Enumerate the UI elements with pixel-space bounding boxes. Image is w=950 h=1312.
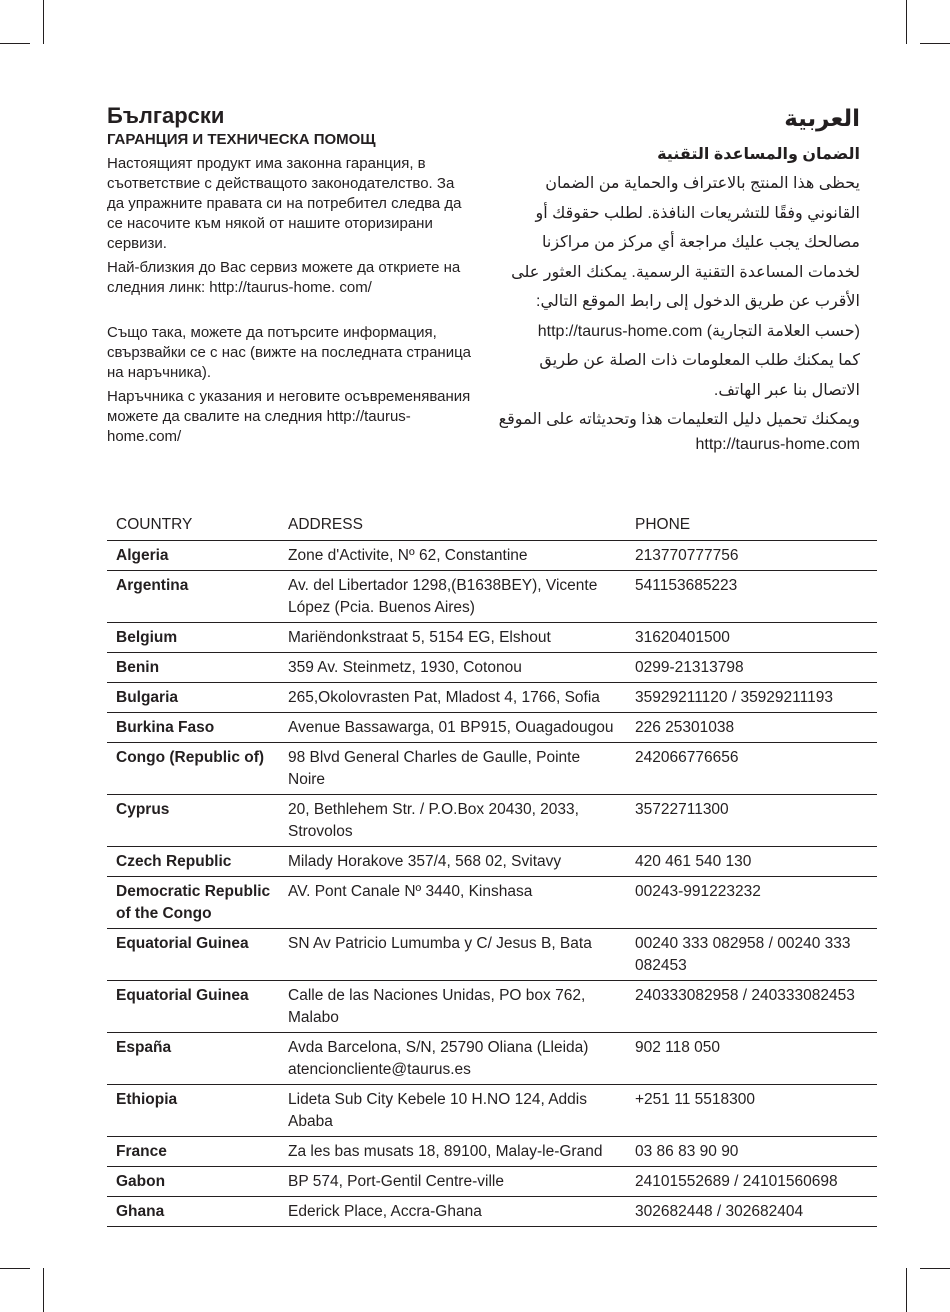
address-cell: Milady Horakove 357/4, 568 02, Svitavy (279, 847, 626, 877)
phone-cell: 24101552689 / 24101560698 (626, 1167, 877, 1197)
address-cell: AV. Pont Canale Nº 3440, Kinshasa (279, 877, 626, 929)
bulgarian-paragraph: Също така, можете да потърсите информация, свързвайки се с нас (вижте на последната страница на наръчника). (107, 324, 472, 381)
bulgarian-subheading: ГАРАНЦИЯ И ТЕХНИЧЕСКА ПОМОЩ (107, 131, 376, 148)
address-cell: Zone d'Activite, Nº 62, Constantine (279, 541, 626, 571)
phone-cell: 03 86 83 90 90 (626, 1137, 877, 1167)
arabic-section (498, 103, 860, 455)
country-cell: España (107, 1033, 279, 1085)
phone-cell: 240333082958 / 240333082453 (626, 981, 877, 1033)
arabic-heading: العربية (784, 105, 860, 131)
country-cell: Ethiopia (107, 1085, 279, 1137)
country-column-header: COUNTRY (107, 509, 279, 541)
country-cell: Algeria (107, 541, 279, 571)
address-cell: Av. del Libertador 1298,(B1638BEY), Vicente López (Pcia. Buenos Aires) (279, 571, 626, 623)
country-cell: France (107, 1137, 279, 1167)
phone-cell: 902 118 050 (626, 1033, 877, 1085)
arabic-paragraph: يحظى هذا المنتج بالاعتراف والحماية من الضمان القانوني وفقًا للتشريعات النافذة. لطلب حقوقك أو مصالحك يجب عليك مراجعة أي مركز من مراكزنا لخدمات المساعدة التقنية الرسمية. يمكنك العثور على الأقرب عن طريق الدخول إلى رابط الموقع التالي: (511, 175, 860, 310)
phone-cell: 31620401500 (626, 623, 877, 653)
phone-cell: +251 11 5518300 (626, 1085, 877, 1137)
bulgarian-paragraph: Най-близкия до Вас сервиз можете да откриете на следния линк: http://taurus-home. com/ (107, 259, 461, 296)
table-row (107, 1085, 877, 1137)
country-cell: Czech Republic (107, 847, 279, 877)
country-cell: Belgium (107, 623, 279, 653)
address-cell: SN Av Patricio Lumumba y C/ Jesus B, Bata (279, 929, 626, 981)
country-cell: Bulgaria (107, 683, 279, 713)
country-cell: Argentina (107, 571, 279, 623)
arabic-subheading: الضمان والمساعدة التقنية (657, 146, 860, 163)
address-cell: Ederick Place, Accra-Ghana (279, 1197, 626, 1227)
table-row (107, 743, 877, 795)
crop-mark (920, 1268, 950, 1269)
crop-mark (0, 43, 30, 44)
country-cell: Benin (107, 653, 279, 683)
crop-mark (43, 0, 44, 44)
arabic-paragraph: (حسب العلامة التجارية) http://taurus-home.com (537, 322, 860, 340)
phone-cell: 35929211120 / 35929211193 (626, 683, 877, 713)
table-row (107, 683, 877, 713)
table-row (107, 1137, 877, 1167)
table-row (107, 653, 877, 683)
table-row (107, 847, 877, 877)
country-cell: Democratic Republic of the Congo (107, 877, 279, 929)
address-column-header: ADDRESS (279, 509, 626, 541)
phone-cell: 35722711300 (626, 795, 877, 847)
table-row (107, 795, 877, 847)
address-cell: 98 Blvd General Charles de Gaulle, Pointe Noire (279, 743, 626, 795)
country-cell: Congo (Republic of) (107, 743, 279, 795)
table-row (107, 877, 877, 929)
table-row (107, 623, 877, 653)
phone-cell: 242066776656 (626, 743, 877, 795)
service-directory-table (107, 509, 877, 1227)
phone-cell: 302682448 / 302682404 (626, 1197, 877, 1227)
table-row (107, 713, 877, 743)
address-cell: 20, Bethlehem Str. / P.O.Box 20430, 2033, Strovolos (279, 795, 626, 847)
crop-mark (906, 1268, 907, 1312)
address-cell: 265,Okolovrasten Pat, Mladost 4, 1766, Sofia (279, 683, 626, 713)
phone-cell: 226 25301038 (626, 713, 877, 743)
address-cell: Lideta Sub City Kebele 10 H.NO 124, Addis Ababa (279, 1085, 626, 1137)
table-body (107, 541, 877, 1227)
bulgarian-paragraph: Наръчника с указания и неговите осъвременявания можете да свалите на следния http://taurus-home.com/ (107, 388, 471, 445)
arabic-url[interactable]: http://taurus-home.com (695, 435, 860, 453)
arabic-paragraph: كما يمكنك طلب المعلومات ذات الصلة عن طريق الاتصال بنا عبر الهاتف. (539, 352, 860, 399)
table-row (107, 929, 877, 981)
table-row (107, 541, 877, 571)
country-cell: Cyprus (107, 795, 279, 847)
country-cell: Burkina Faso (107, 713, 279, 743)
table-header-row (107, 509, 877, 541)
table-row (107, 1033, 877, 1085)
country-cell: Equatorial Guinea (107, 929, 279, 981)
address-cell: 359 Av. Steinmetz, 1930, Cotonou (279, 653, 626, 683)
phone-column-header: PHONE (626, 509, 877, 541)
address-cell: BP 574, Port-Gentil Centre-ville (279, 1167, 626, 1197)
phone-cell: 00240 333 082958 / 00240 333 082453 (626, 929, 877, 981)
address-cell: Calle de las Naciones Unidas, PO box 762, Malabo (279, 981, 626, 1033)
phone-cell: 541153685223 (626, 571, 877, 623)
table-row (107, 571, 877, 623)
phone-cell: 213770777756 (626, 541, 877, 571)
table-row (107, 1197, 877, 1227)
table-row (107, 1167, 877, 1197)
phone-cell: 00243-991223232 (626, 877, 877, 929)
phone-cell: 420 461 540 130 (626, 847, 877, 877)
bulgarian-paragraph: Настоящият продукт има законна гаранция, в съответствие с действащото законодателство. За да упражните правата си на потребител следва да се насочите към някой от нашите оторизирани сервизи. (107, 155, 462, 252)
address-cell: Avenue Bassawarga, 01 BP915, Ouagadougou (279, 713, 626, 743)
bulgarian-heading: Български (107, 103, 225, 128)
country-cell: Gabon (107, 1167, 279, 1197)
address-cell: Mariëndonkstraat 5, 5154 EG, Elshout (279, 623, 626, 653)
country-cell: Equatorial Guinea (107, 981, 279, 1033)
crop-mark (43, 1268, 44, 1312)
crop-mark (906, 0, 907, 44)
bulgarian-section (107, 103, 472, 451)
arabic-paragraph: ويمكنك تحميل دليل التعليمات هذا وتحديثاته على الموقع (498, 411, 860, 428)
crop-mark (920, 43, 950, 44)
crop-mark (0, 1268, 30, 1269)
table-row (107, 981, 877, 1033)
address-cell: Za les bas musats 18, 89100, Malay-le-Grand (279, 1137, 626, 1167)
address-cell: Avda Barcelona, S/N, 25790 Oliana (Lleida) atencioncliente@taurus.es (279, 1033, 626, 1085)
phone-cell: 0299-21313798 (626, 653, 877, 683)
country-cell: Ghana (107, 1197, 279, 1227)
